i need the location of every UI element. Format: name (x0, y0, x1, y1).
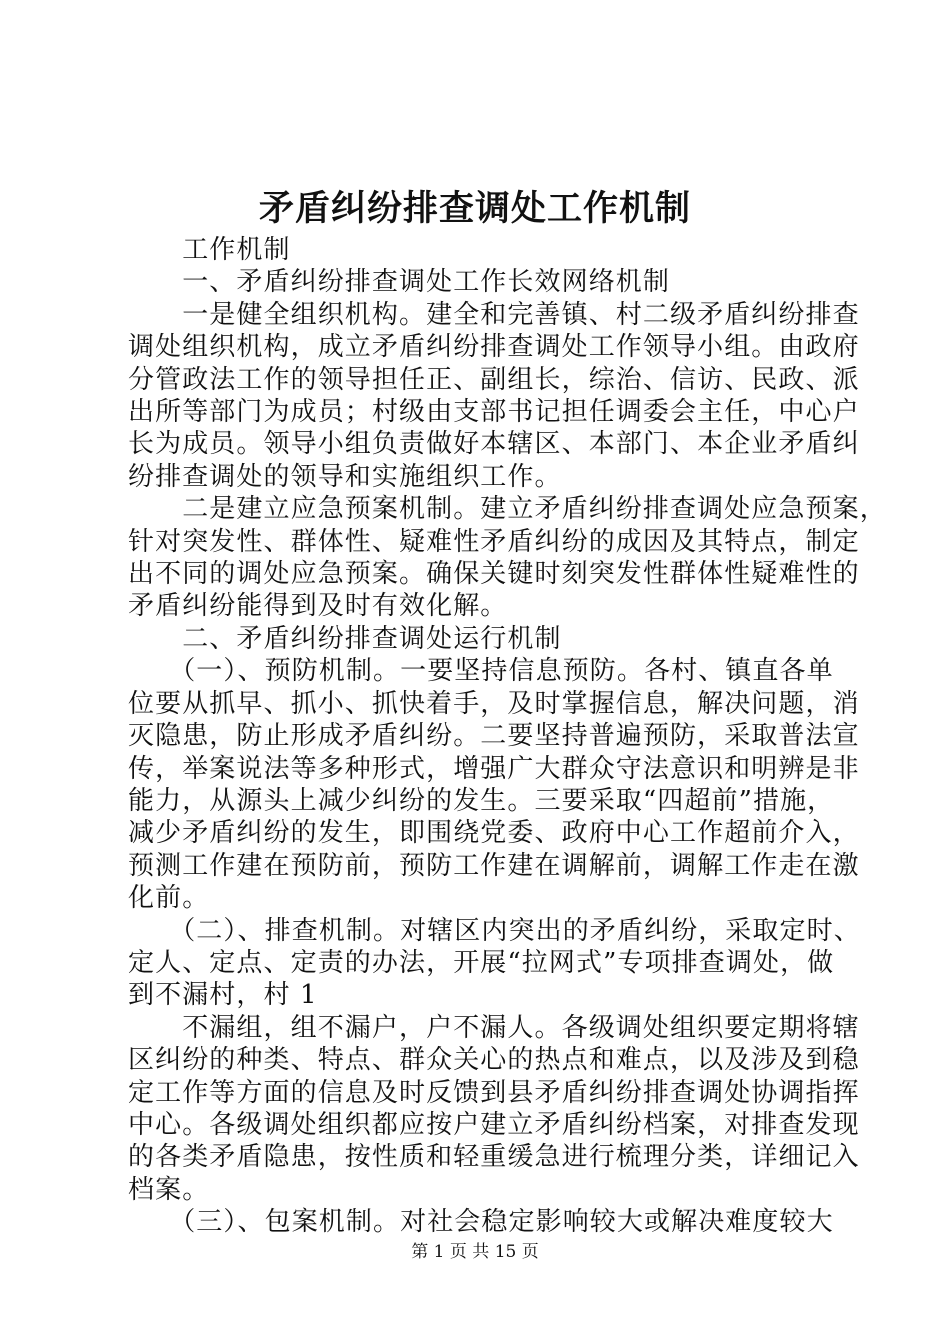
body-line: 减少矛盾纠纷的发生，即围绕党委、政府中心工作超前介入， (128, 818, 860, 849)
body-line: 二是建立应急预案机制。建立矛盾纠纷排查调处应急预案， (128, 494, 887, 525)
body-line: 的各类矛盾隐患，按性质和轻重缓急进行梳理分类，详细记入 (128, 1142, 860, 1173)
body-line: （一）、预防机制。一要坚持信息预防。各村、镇直各单 (128, 656, 834, 687)
body-line: 二、矛盾纠纷排查调处运行机制 (128, 623, 562, 654)
body-line: 预测工作建在预防前，预防工作建在调解前，调解工作走在激 (128, 850, 860, 881)
body-line: 到不漏村，村 1 (128, 980, 318, 1011)
page-footer: 第 1 页 共 15 页 (411, 1242, 539, 1262)
body-line: （二）、排查机制。对辖区内突出的矛盾纠纷，采取定时、 (128, 915, 861, 946)
body-line: 出不同的调处应急预案。确保关键时刻突发性群体性疑难性的 (128, 559, 860, 590)
body-line: 定人、定点、定责的办法，开展“拉网式”专项排查调处，做 (128, 947, 835, 978)
body-line: 针对突发性、群体性、疑难性矛盾纠纷的成因及其特点，制定 (128, 526, 860, 557)
body-line: 位要从抓早、抓小、抓快着手，及时掌握信息，解决问题，消 (128, 688, 860, 719)
body-line: 一、矛盾纠纷排查调处工作长效网络机制 (128, 267, 671, 298)
body-line: 矛盾纠纷能得到及时有效化解。 (128, 591, 508, 622)
body-line: 出所等部门为成员；村级由支部书记担任调委会主任，中心户 (128, 397, 860, 428)
body-line: 纷排查调处的领导和实施组织工作。 (128, 461, 562, 492)
body-line: 定工作等方面的信息及时反馈到县矛盾纠纷排查调处协调指挥 (128, 1077, 860, 1108)
body-line: 区纠纷的种类、特点、群众关心的热点和难点，以及涉及到稳 (128, 1045, 860, 1076)
body-line: 灭隐患，防止形成矛盾纠纷。二要坚持普遍预防，采取普法宣 (128, 721, 860, 752)
body-line: 一是健全组织机构。建全和完善镇、村二级矛盾纠纷排查 (128, 299, 860, 330)
body-line: 传，举案说法等多种形式，增强广大群众守法意识和明辨是非 (128, 753, 860, 784)
body-line: 能力，从源头上减少纠纷的发生。三要采取“四超前”措施， (128, 785, 835, 816)
body-line: 化前。 (128, 883, 210, 914)
body-line: 中心。各级调处组织都应按户建立矛盾纠纷档案，对排查发现 (128, 1109, 860, 1140)
body-line: 不漏组，组不漏户，户不漏人。各级调处组织要定期将辖 (128, 1012, 860, 1043)
document-body (128, 234, 887, 1239)
document-title: 矛盾纠纷排查调处工作机制 (258, 188, 691, 229)
body-line: 调处组织机构，成立矛盾纠纷排查调处工作领导小组。由政府 (128, 332, 860, 363)
body-line: 长为成员。领导小组负责做好本辖区、本部门、本企业矛盾纠 (128, 429, 860, 460)
body-line: 工作机制 (128, 235, 291, 265)
body-line: 档案。 (128, 1174, 210, 1205)
body-line: 分管政法工作的领导担任正、副组长，综治、信访、民政、派 (128, 364, 860, 395)
body-line: （三）、包案机制。对社会稳定影响较大或解决难度较大 (128, 1207, 834, 1238)
